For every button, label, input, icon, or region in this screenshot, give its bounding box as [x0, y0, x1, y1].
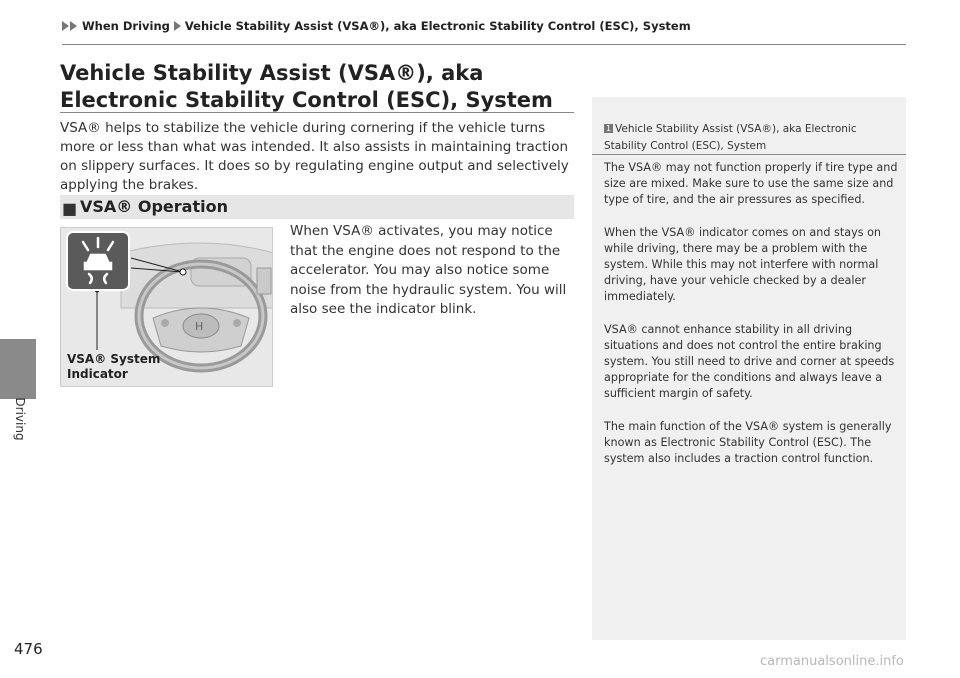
intro-paragraph: VSA® helps to stabilize the vehicle during cornering if the vehicle turns more or less than what was intended. It also assists in maintaining traction on slippery surfaces. It does so by regulating engine output and selectively applying the brakes.: [60, 120, 569, 193]
section-marker: ■: [62, 199, 78, 218]
section-header: [60, 195, 574, 219]
breadcrumb: [62, 19, 691, 33]
breadcrumb-separator-icon: [174, 21, 181, 31]
note-paragraph: The main function of the VSA® system is generally known as Electronic Stability Control (ESC). The system also includes a traction control function.: [604, 419, 892, 466]
note-paragraph: When the VSA® indicator comes on and stays on while driving, there may be a problem with the system. While this may not interfere with normal driving, have your vehicle checked by a dealer immediately.: [604, 225, 882, 304]
svg-text:H: H: [195, 320, 204, 333]
section-title: VSA® Operation: [80, 197, 228, 216]
operation-paragraph: When VSA® activates, you may notice that the engine does not respond to the accelerator. You may also notice some noise from the hydraulic system. You will also see the indicator blink.: [290, 223, 567, 317]
note-panel: [592, 97, 906, 640]
note-heading: 1 Vehicle Stability Assist (VSA®), aka Electronic Stability Control (ESC), System: [604, 123, 857, 152]
dashboard-illustration: [60, 227, 273, 387]
reference-icon: 1: [605, 124, 612, 133]
note-body: [604, 160, 898, 483]
note-paragraph: The VSA® may not function properly if tire type and size are mixed. Make sure to use the same size and type of tire, and the air pressures as specified.: [604, 161, 898, 207]
vsa-indicator-label: VSA® System Indicator: [67, 352, 161, 381]
breadcrumb-arrow-icon: [62, 21, 78, 31]
page-number: 476: [14, 640, 43, 658]
note-paragraph: VSA® cannot enhance stability in all driving situations and does not control the entire braking system. You still need to drive and corner at speeds appropriate for the conditions and always leave a sufficient margin of safety.: [604, 322, 895, 401]
header-divider: [62, 44, 906, 45]
watermark: carmanualsonline.info: [760, 654, 904, 669]
breadcrumb-item-when-driving[interactable]: When Driving: [82, 19, 170, 33]
chapter-tab-label: Driving: [13, 397, 27, 441]
page-title: Vehicle Stability Assist (VSA®), aka Electronic Stability Control (ESC), System: [60, 61, 553, 112]
title-divider: [60, 112, 574, 113]
note-divider: [592, 154, 906, 155]
breadcrumb-item-vsa[interactable]: Vehicle Stability Assist (VSA®), aka Electronic Stability Control (ESC), System: [184, 19, 691, 33]
